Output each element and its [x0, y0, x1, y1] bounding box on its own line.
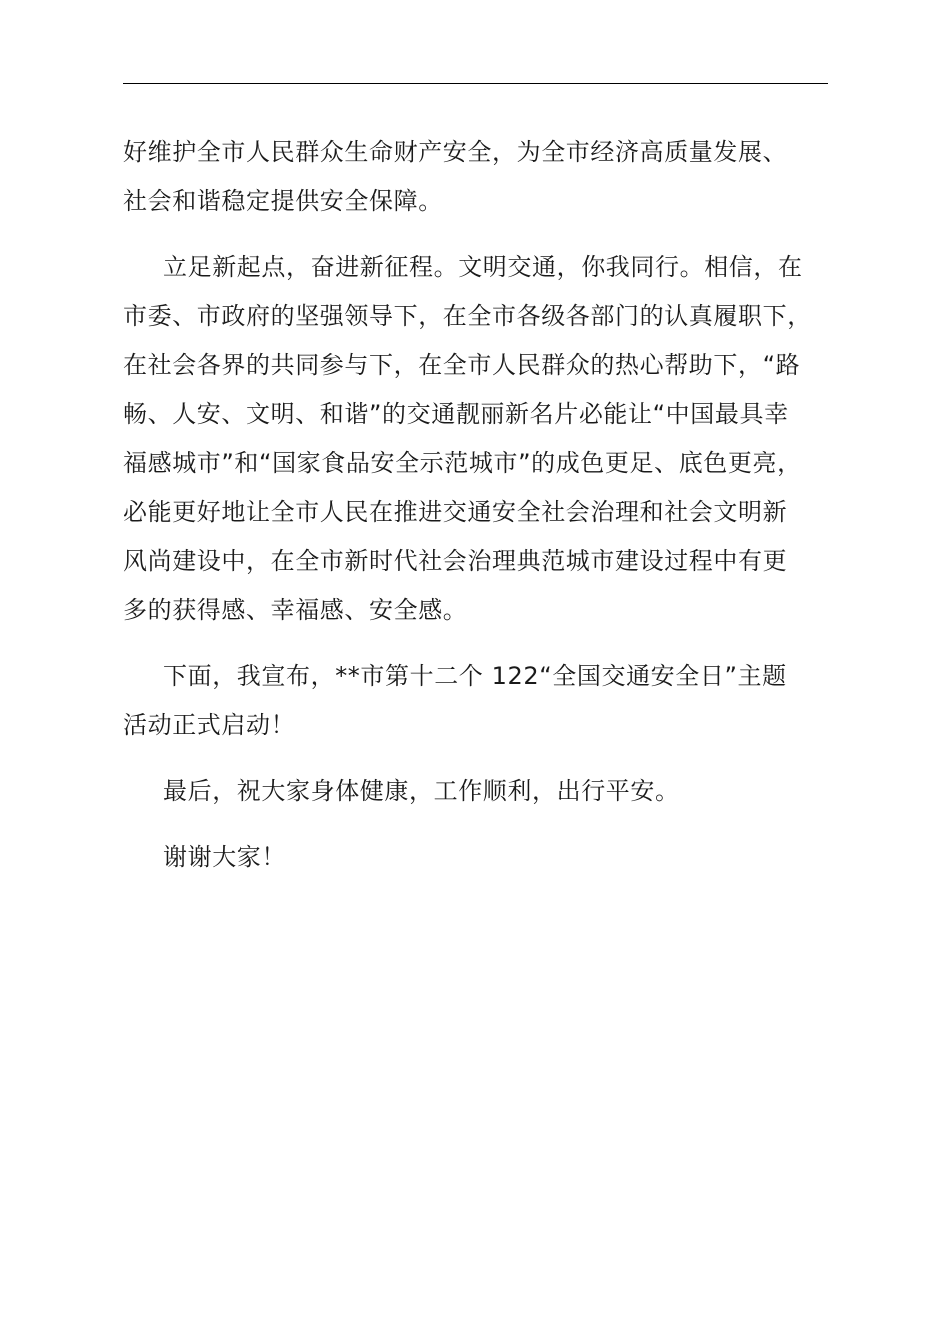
paragraph-outlook: [123, 243, 835, 635]
text-line: 最后，祝大家身体健康，工作顺利，出行平安。: [163, 777, 680, 805]
paragraph-announcement: [123, 652, 835, 750]
text-line: 社会和谐稳定提供安全保障。: [123, 187, 443, 215]
text-line: 福感城市”和“国家食品安全示范城市”的成色更足、底色更亮，: [123, 449, 802, 477]
text-line: 市委、市政府的坚强领导下，在全市各级各部门的认真履职下，: [123, 302, 812, 330]
paragraph-wishes: [123, 767, 835, 816]
text-line: 多的获得感、幸福感、安全感。: [123, 596, 468, 624]
text-line: 必能更好地让全市人民在推进交通安全社会治理和社会文明新: [123, 498, 788, 526]
text-line: 好维护全市人民群众生命财产安全，为全市经济高质量发展、: [123, 138, 788, 166]
text-line: 下面，我宣布，**市第十二个 122“全国交通安全日”主题: [163, 662, 787, 690]
text-line: 立足新起点，奋进新征程。文明交通，你我同行。相信，在: [163, 253, 803, 281]
text-line: 谢谢大家！: [163, 843, 286, 871]
paragraph-continued: [123, 128, 835, 226]
text-line: 在社会各界的共同参与下，在全市人民群众的热心帮助下，“路: [123, 351, 801, 379]
text-line: 畅、人安、文明、和谐”的交通靓丽新名片必能让“中国最具幸: [123, 400, 789, 428]
document-body: [123, 128, 835, 899]
text-line: 风尚建设中，在全市新时代社会治理典范城市建设过程中有更: [123, 547, 788, 575]
header-divider: [123, 83, 828, 84]
paragraph-thanks: [123, 833, 835, 882]
text-line: 活动正式启动！: [123, 711, 296, 739]
